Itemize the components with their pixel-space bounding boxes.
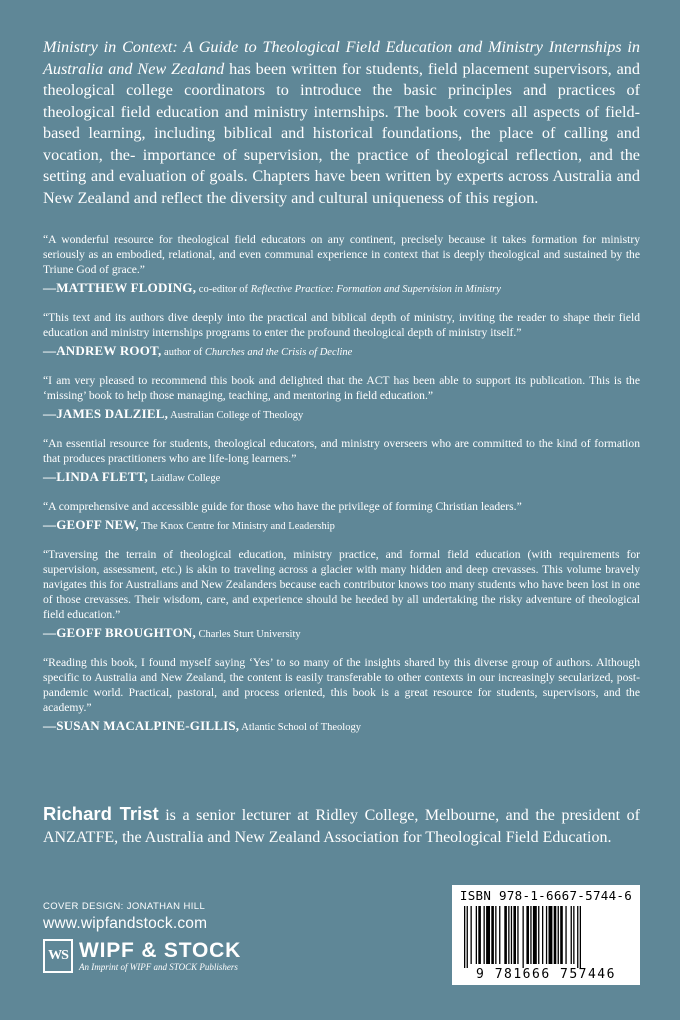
- barcode-bars-icon: [464, 906, 628, 968]
- endorsement: [43, 310, 640, 361]
- barcode-digits: 9 781666 757446: [476, 967, 616, 982]
- endorsement-attribution: [43, 468, 640, 487]
- isbn-label: ISBN 978-1-6667-5744-6: [459, 888, 633, 903]
- endorsement: [43, 373, 640, 424]
- wipf-and-stock-logo-icon: WS: [43, 939, 73, 973]
- endorser-affiliation: Laidlaw College: [147, 473, 221, 484]
- publisher-credits: [43, 901, 241, 973]
- author-bio: [43, 803, 640, 848]
- intro-paragraph: [43, 37, 640, 209]
- endorsement-attribution: [43, 624, 640, 643]
- endorser-affiliation: Australian College of Theology: [168, 410, 304, 421]
- endorser-work-title: Reflective Practice: Formation and Supervision in Ministry: [250, 284, 501, 295]
- endorser-name: —GEOFF NEW,: [43, 517, 139, 532]
- publisher-brand: [43, 939, 241, 973]
- publisher-website: www.wipfandstock.com: [43, 915, 208, 932]
- endorsement-quote: “A wonderful resource for theological field educators on any continent, precisely because it takes formation for ministry seriously as an embodied, relational, and even communal experience in context that is deeply theological and sustained by the Triune God of grace.”: [43, 233, 640, 276]
- publisher-name: WIPF & STOCK: [79, 938, 242, 962]
- author-name: Richard Trist: [43, 803, 159, 824]
- endorsement-quote: “Reading this book, I found myself saying ‘Yes’ to so many of the insights shared by this diverse group of authors. Although specific to Australia and New Zealand, the content is easily transferable to other contexts in our increasingly secularized, post-pandemic world. Practical, pastoral, and process oriented, this book is a great resource for students, supervisors, and the academy.”: [43, 656, 640, 714]
- endorsement-quote: “A comprehensive and accessible guide for those who have the privilege of forming Christian leaders.”: [43, 500, 522, 513]
- endorsement-attribution: [43, 405, 640, 424]
- endorsement-attribution: [43, 516, 640, 535]
- endorser-name: —ANDREW ROOT,: [43, 343, 162, 358]
- endorsement-quote: “This text and its authors dive deeply into the practical and biblical depth of ministry, inviting the reader to shape their field education and ministry internships programs to enter the profound theological depth of ministry itself.”: [43, 311, 640, 339]
- endorsement-attribution: [43, 279, 640, 298]
- endorser-name: —SUSAN MACALPINE-GILLIS,: [43, 718, 240, 733]
- endorser-name: —LINDA FLETT,: [43, 469, 148, 484]
- publisher-text: [79, 940, 241, 973]
- endorser-affiliation: co-editor of: [196, 284, 251, 295]
- endorser-name: —GEOFF BROUGHTON,: [43, 625, 196, 640]
- cover-design-credit: COVER DESIGN: JONATHAN HILL: [43, 901, 206, 912]
- endorsement: [43, 547, 640, 643]
- author-bio-text: is a senior lecturer at Ridley College, Melbourne, and the president of ANZATFE, the Australia and New Zealand Association for Theological Field Education.: [43, 807, 640, 846]
- endorsement: [43, 436, 640, 487]
- endorsements: [43, 232, 640, 748]
- endorser-affiliation: author of: [161, 347, 205, 358]
- endorsement-quote: “Traversing the terrain of theological education, ministry practice, and formal field education (with requirements for supervision, assessment, etc.) is akin to traveling across a glacier with many hidden and deep crevasses. This volume bravely navigates this for Australians and New Zealanders because each contributor knows too many students who have been lost in one of those crevasses. Their wisdom, care, and experience should be heeded by all undertaking the risky adventure of theological field education.”: [43, 548, 640, 621]
- publisher-tagline: An Imprint of WIPF and STOCK Publishers: [79, 961, 238, 972]
- intro-text: has been written for students, field placement supervisors, and theological college coordinators to introduce the basic principles and practices of theological field education and ministry internships. The book covers all aspects of field-based learning, including biblical and historical foundations, the place of calling and vocation, the- importance of supervision, the practice of theological reflection, and the setting and evaluation of goals. Chapters have been written by experts across Australia and New Zealand and reflect the diversity and cultural uniqueness of this region.: [43, 59, 640, 207]
- book-title: Ministry in Context: A Guide to Theological Field Education and Ministry Internships in Australia and New Zealand: [43, 38, 640, 78]
- endorser-work-title: Churches and the Crisis of Decline: [204, 347, 353, 358]
- endorsement: [43, 232, 640, 298]
- endorsement-quote: “An essential resource for students, theological educators, and ministry overseers who are committed to the kind of formation that produces practitioners who are life-long learners.”: [43, 437, 640, 465]
- endorser-affiliation: Atlantic School of Theology: [239, 722, 361, 733]
- endorsement-quote: “I am very pleased to recommend this book and delighted that the ACT has been able to support its publication. This is the ‘missing’ book to help those managing, teaching, and mentoring in field education.”: [43, 374, 640, 402]
- endorsement-attribution: [43, 717, 640, 736]
- endorser-name: —MATTHEW FLODING,: [43, 280, 197, 295]
- endorser-affiliation: Charles Sturt University: [195, 629, 301, 640]
- endorsement-attribution: [43, 342, 640, 361]
- isbn-barcode: [452, 885, 640, 985]
- endorsement: [43, 499, 640, 535]
- endorser-name: —JAMES DALZIEL,: [43, 406, 169, 421]
- endorser-affiliation: The Knox Centre for Ministry and Leadership: [138, 521, 335, 532]
- endorsement: [43, 655, 640, 736]
